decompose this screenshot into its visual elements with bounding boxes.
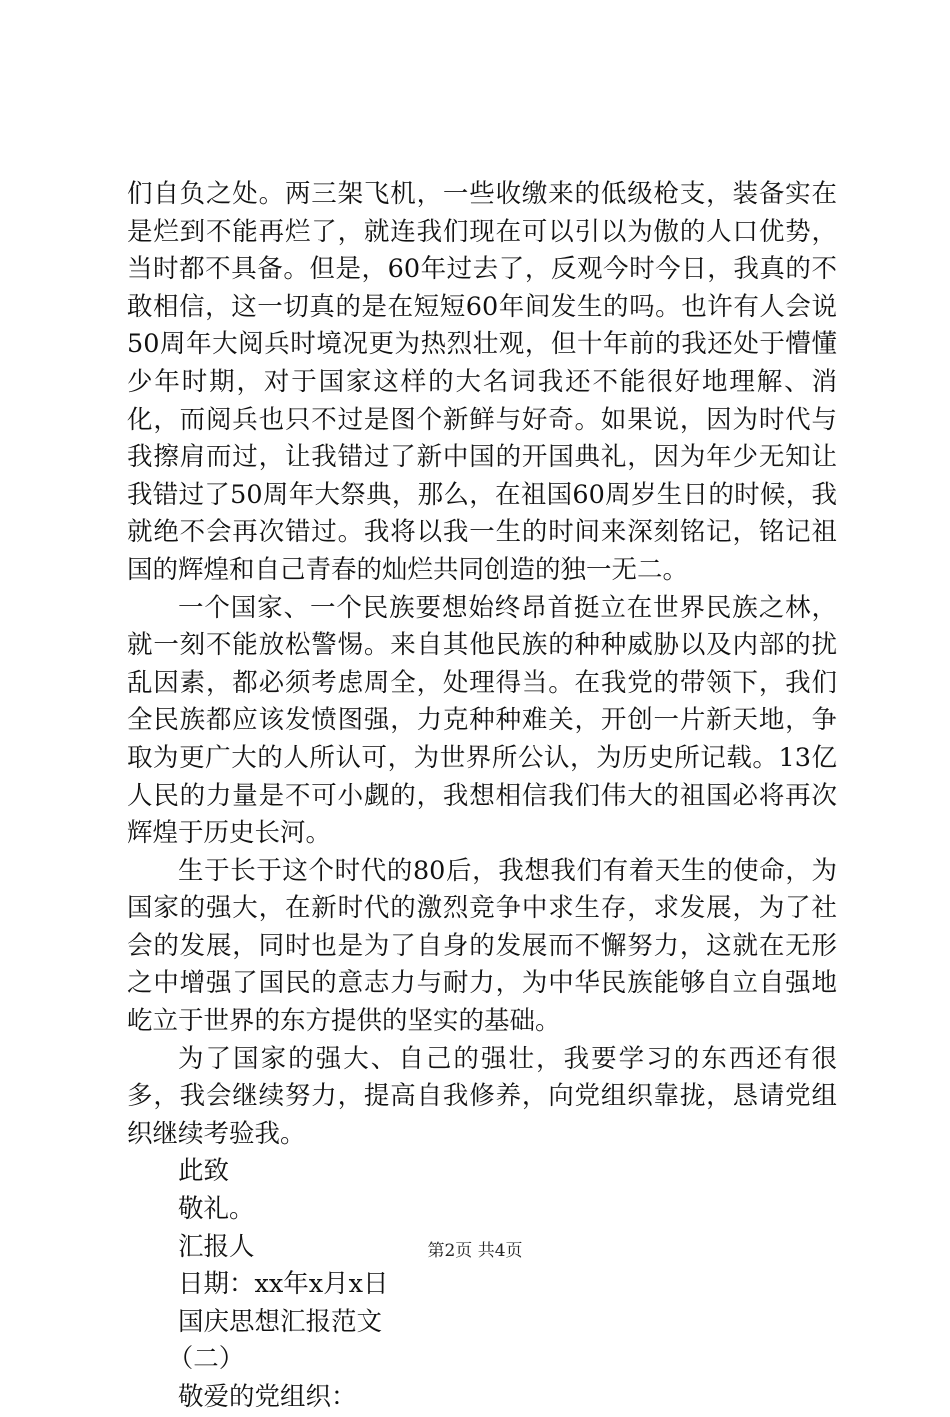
page-number: 第2页 共4页: [427, 1241, 523, 1261]
regards-line: 敬礼。: [178, 1194, 255, 1225]
paragraph-resolution: 为了国家的强大、自己的强壮，我要学习的东西还有很多，我会继续努力，提高自我修养，向党组织靠拢，恳请党组织继续考验我。: [127, 1043, 837, 1149]
paragraph-nation: 一个国家、一个民族要想始终昂首挺立在世界民族之林，就一刻不能放松警惕。来自其他民族的种种威胁以及内部的扰乱因素，都必须考虑周全，处理得当。在我党的带领下，我们全民族都应该发愤图强，力克种种难关，开创一片新天地，争取为更广大的人所认可，为世界所公认，为历史所记载。13亿人民的力量是不可小觑的，我想相信我们伟大的祖国必将再次辉煌于历史长河。: [127, 592, 837, 849]
section-title: 国庆思想汇报范文: [178, 1306, 383, 1337]
document-body: [127, 176, 837, 1417]
paragraph-continued: 们自负之处。两三架飞机，一些收缴来的低级枪支，装备实在是烂到不能再烂了，就连我们现在可以引以为傲的人口优势，当时都不具备。但是，60年过去了，反观今时今日，我真的不敢相信，这一切真的是在短短60年间发生的吗。也许有人会说50周年大阅兵时境况更为热烈壮观，但十年前的我还处于懵懂少年时期，对于国家这样的大名词我还不能很好地理解、消化，而阅兵也只不过是图个新鲜与好奇。如果说，因为时代与我擦肩而过，让我错过了新中国的开国典礼，因为年少无知让我错过了50周年大祭典，那么，在祖国60周岁生日的时候，我就绝不会再次错过。我将以我一生的时间来深刻铭记，铭记祖国的辉煌和自己青春的灿烂共同创造的独一无二。: [127, 179, 837, 585]
greeting-line: 敬爱的党组织：: [178, 1382, 357, 1412]
section-number: （二）: [167, 1344, 245, 1375]
salutation-line: 此致: [178, 1156, 230, 1187]
date-line: 日期：xx年x月x日: [178, 1269, 389, 1300]
reporter-line: 汇报人: [178, 1231, 255, 1262]
paragraph-post80s: 生于长于这个时代的80后，我想我们有着天生的使命，为国家的强大，在新时代的激烈竞争中求生存，求发展，为了社会的发展，同时也是为了自身的发展而不懈努力，这就在无形之中增强了国民的意志力与耐力，为中华民族能够自立自强地屹立于世界的东方提供的坚实的基础。: [127, 855, 837, 1037]
